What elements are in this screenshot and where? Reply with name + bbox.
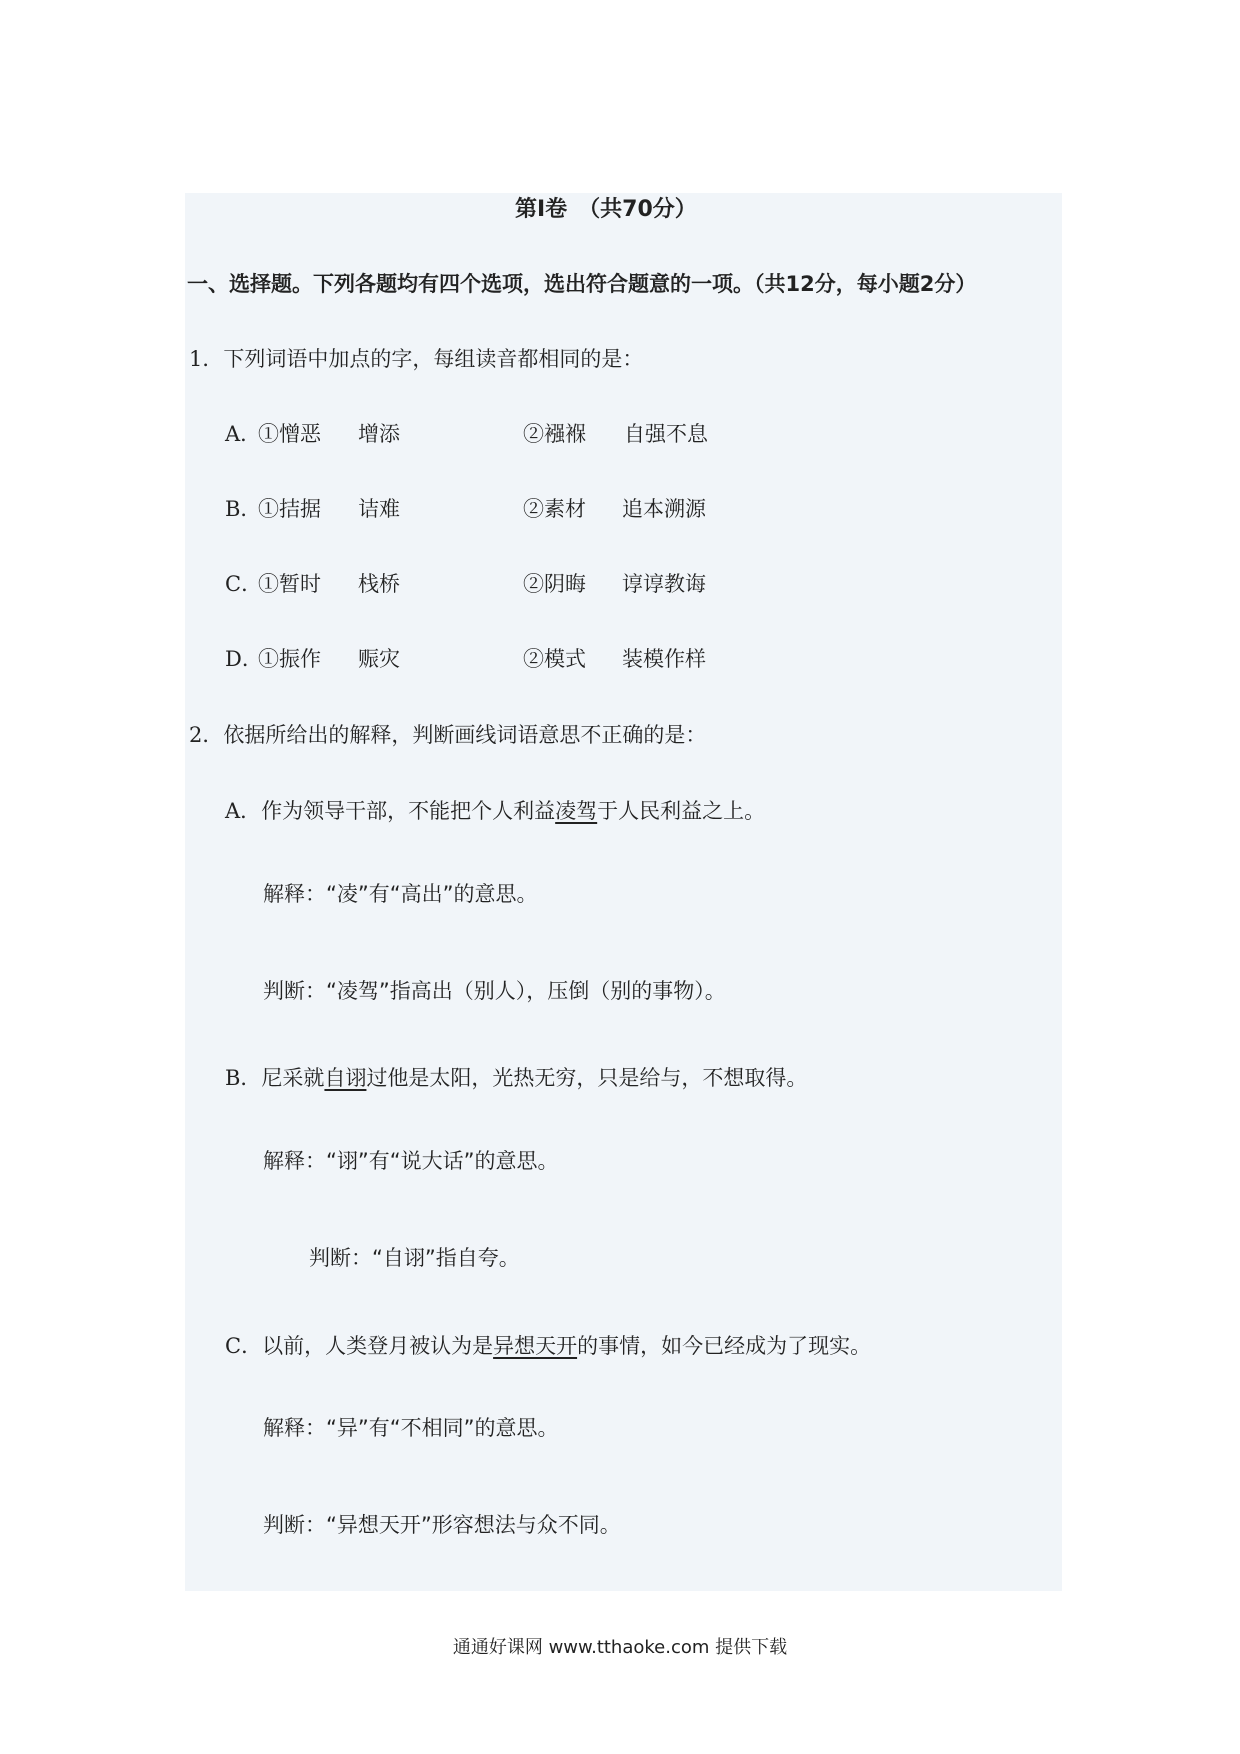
sentence-text: B．尼采就 — [225, 1066, 325, 1090]
option-group-2: ②模式 — [523, 647, 586, 671]
option-label: C． — [225, 572, 263, 596]
option-word-2: 自强不息 — [624, 422, 708, 446]
option-word-1: 栈桥 — [358, 572, 400, 596]
option-group-2: ②襁褓 — [523, 422, 586, 446]
option-group-1: ①憎恶 — [258, 422, 321, 446]
option-c-explanation: 解释：“异”有“不相同”的意思。 — [263, 1416, 559, 1440]
question-2-option-b — [225, 1064, 807, 1092]
option-a-judgement: 判断：“凌驾”指高出（别人），压倒（别的事物）。 — [263, 979, 726, 1003]
option-word-1: 诘难 — [358, 497, 400, 521]
page-footer: 通通好课网 www.tthaoke.com 提供下载 — [452, 1637, 788, 1658]
option-word-2: 装模作样 — [622, 647, 706, 671]
question-2-stem: 2．依据所给出的解释，判断画线词语意思不正确的是： — [189, 723, 707, 747]
sentence-text: A．作为领导干部，不能把个人利益 — [225, 799, 556, 823]
section-heading: 一、选择题。下列各题均有四个选项，选出符合题意的一项。（共12分，每小题2分） — [187, 272, 977, 296]
option-label: A． — [225, 422, 262, 446]
sentence-text: C．以前，人类登月被认为是 — [225, 1334, 494, 1358]
option-c-judgement: 判断：“异想天开”形容想法与众不同。 — [263, 1513, 621, 1537]
underlined-word: 异想天开 — [493, 1334, 578, 1358]
question-1-stem: 1．下列词语中加点的字，每组读音都相同的是： — [189, 347, 644, 371]
option-word-2: 谆谆教诲 — [622, 572, 706, 596]
sentence-text: 于人民利益之上。 — [597, 799, 766, 823]
paper-header: 第Ⅰ卷 （共70分） — [515, 197, 697, 222]
option-b-explanation: 解释：“诩”有“说大话”的意思。 — [263, 1149, 559, 1173]
option-group-2: ②阴晦 — [523, 572, 586, 596]
sentence-text: 的事情，如今已经成为了现实。 — [577, 1334, 872, 1358]
option-group-2: ②素材 — [523, 497, 586, 521]
option-group-1: ①拮据 — [258, 497, 321, 521]
option-word-2: 追本溯源 — [622, 497, 706, 521]
option-b-judgement: 判断：“自诩”指自夸。 — [309, 1246, 520, 1270]
question-2-option-c — [225, 1332, 871, 1360]
option-label: D． — [225, 647, 263, 671]
option-group-1: ①暂时 — [258, 572, 321, 596]
option-word-1: 增添 — [358, 422, 400, 446]
option-group-1: ①振作 — [258, 647, 321, 671]
option-word-1: 赈灾 — [358, 647, 400, 671]
underlined-word: 自诩 — [324, 1066, 367, 1090]
question-2-option-a — [225, 797, 765, 825]
option-a-explanation: 解释：“凌”有“高出”的意思。 — [263, 882, 538, 906]
sentence-text: 过他是太阳，光热无穷，只是给与，不想取得。 — [366, 1066, 808, 1090]
underlined-word: 凌驾 — [555, 799, 598, 823]
option-label: B． — [225, 497, 262, 521]
